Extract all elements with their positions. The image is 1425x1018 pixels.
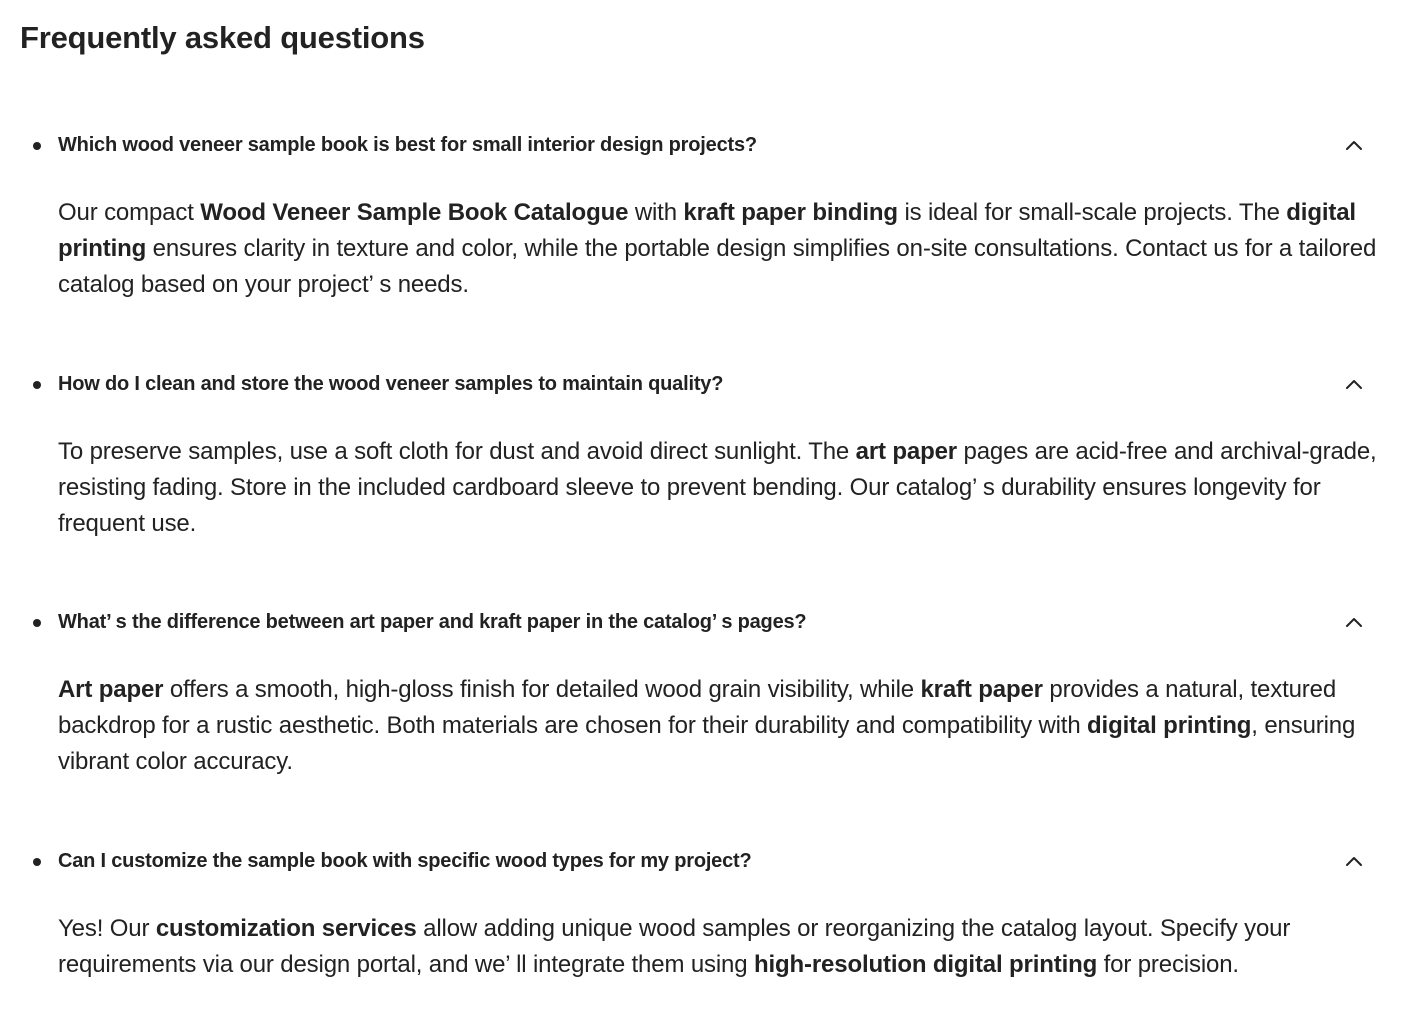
- answer-text: ensures clarity in texture and color, while the portable design simplifies on-site consultations. Contact us for a tailored catalog based on your project’ s needs.: [58, 235, 1377, 298]
- faq-question-text: Can I customize the sample book with specific wood types for my project?: [58, 850, 752, 872]
- answer-bold-text: Art paper: [58, 676, 164, 703]
- faq-question-text: How do I clean and store the wood veneer samples to maintain quality?: [58, 373, 724, 395]
- faq-question-toggle[interactable]: [0, 842, 1425, 882]
- faq-answer: [58, 911, 1378, 983]
- answer-bold-text: kraft paper binding: [683, 199, 898, 226]
- chevron-up-icon[interactable]: [1342, 373, 1366, 397]
- chevron-up-icon[interactable]: [1342, 850, 1366, 874]
- faq-question-text: What’ s the difference between art paper and kraft paper in the catalog’ s pages?: [58, 611, 807, 633]
- chevron-up-icon[interactable]: [1342, 134, 1366, 158]
- answer-bold-text: high-resolution digital printing: [753, 951, 1098, 978]
- answer-text: offers a smooth, high-gloss finish for detailed wood grain visibility, while: [163, 676, 921, 703]
- answer-text: , ensuring vibrant color accuracy.: [58, 712, 1356, 775]
- answer-text: with: [628, 199, 684, 226]
- answer-bold-text: art paper: [855, 438, 957, 465]
- answer-bold-text: Wood Veneer Sample Book Catalogue: [200, 199, 629, 226]
- faq-item: [0, 126, 1425, 298]
- faq-item: [0, 603, 1425, 775]
- faq-item: [0, 365, 1425, 537]
- answer-bold-text: digital printing: [1087, 712, 1252, 739]
- answer-bold-text: customization services: [155, 915, 417, 942]
- chevron-up-icon[interactable]: [1342, 611, 1366, 635]
- answer-text: allow adding unique wood samples or reorganizing the catalog layout. Specify your requirements via our design portal, and we’ ll integrate them using: [58, 915, 1291, 978]
- faq-question-toggle[interactable]: [0, 365, 1425, 405]
- bullet-icon: [33, 619, 41, 627]
- faq-question-text: Which wood veneer sample book is best for small interior design projects?: [58, 134, 757, 156]
- faq-question-toggle[interactable]: [0, 126, 1425, 166]
- faq-answer: [58, 195, 1378, 303]
- answer-text: for precision.: [1097, 951, 1239, 978]
- faq-title: Frequently asked questions: [20, 20, 425, 55]
- answer-text: pages are acid-free and archival-grade, resisting fading. Store in the included cardboard sleeve to prevent bending. Our catalog’ s durability ensures longevity for frequent use.: [58, 438, 1377, 537]
- answer-text: Our compact: [58, 199, 201, 226]
- answer-bold-text: digital printing: [58, 199, 1356, 262]
- faq-answer: [58, 434, 1378, 542]
- bullet-icon: [33, 858, 41, 866]
- faq-answer: [58, 672, 1378, 780]
- answer-text: provides a natural, textured backdrop for a rustic aesthetic. Both materials are chosen for their durability and compatibility with: [58, 676, 1337, 739]
- answer-bold-text: kraft paper: [920, 676, 1043, 703]
- bullet-icon: [33, 142, 41, 150]
- bullet-icon: [33, 381, 41, 389]
- faq-item: [0, 842, 1425, 978]
- answer-text: Yes! Our: [58, 915, 156, 942]
- answer-text: is ideal for small-scale projects. The: [897, 199, 1287, 226]
- faq-question-toggle[interactable]: [0, 603, 1425, 643]
- answer-text: To preserve samples, use a soft cloth for dust and avoid direct sunlight. The: [58, 438, 856, 465]
